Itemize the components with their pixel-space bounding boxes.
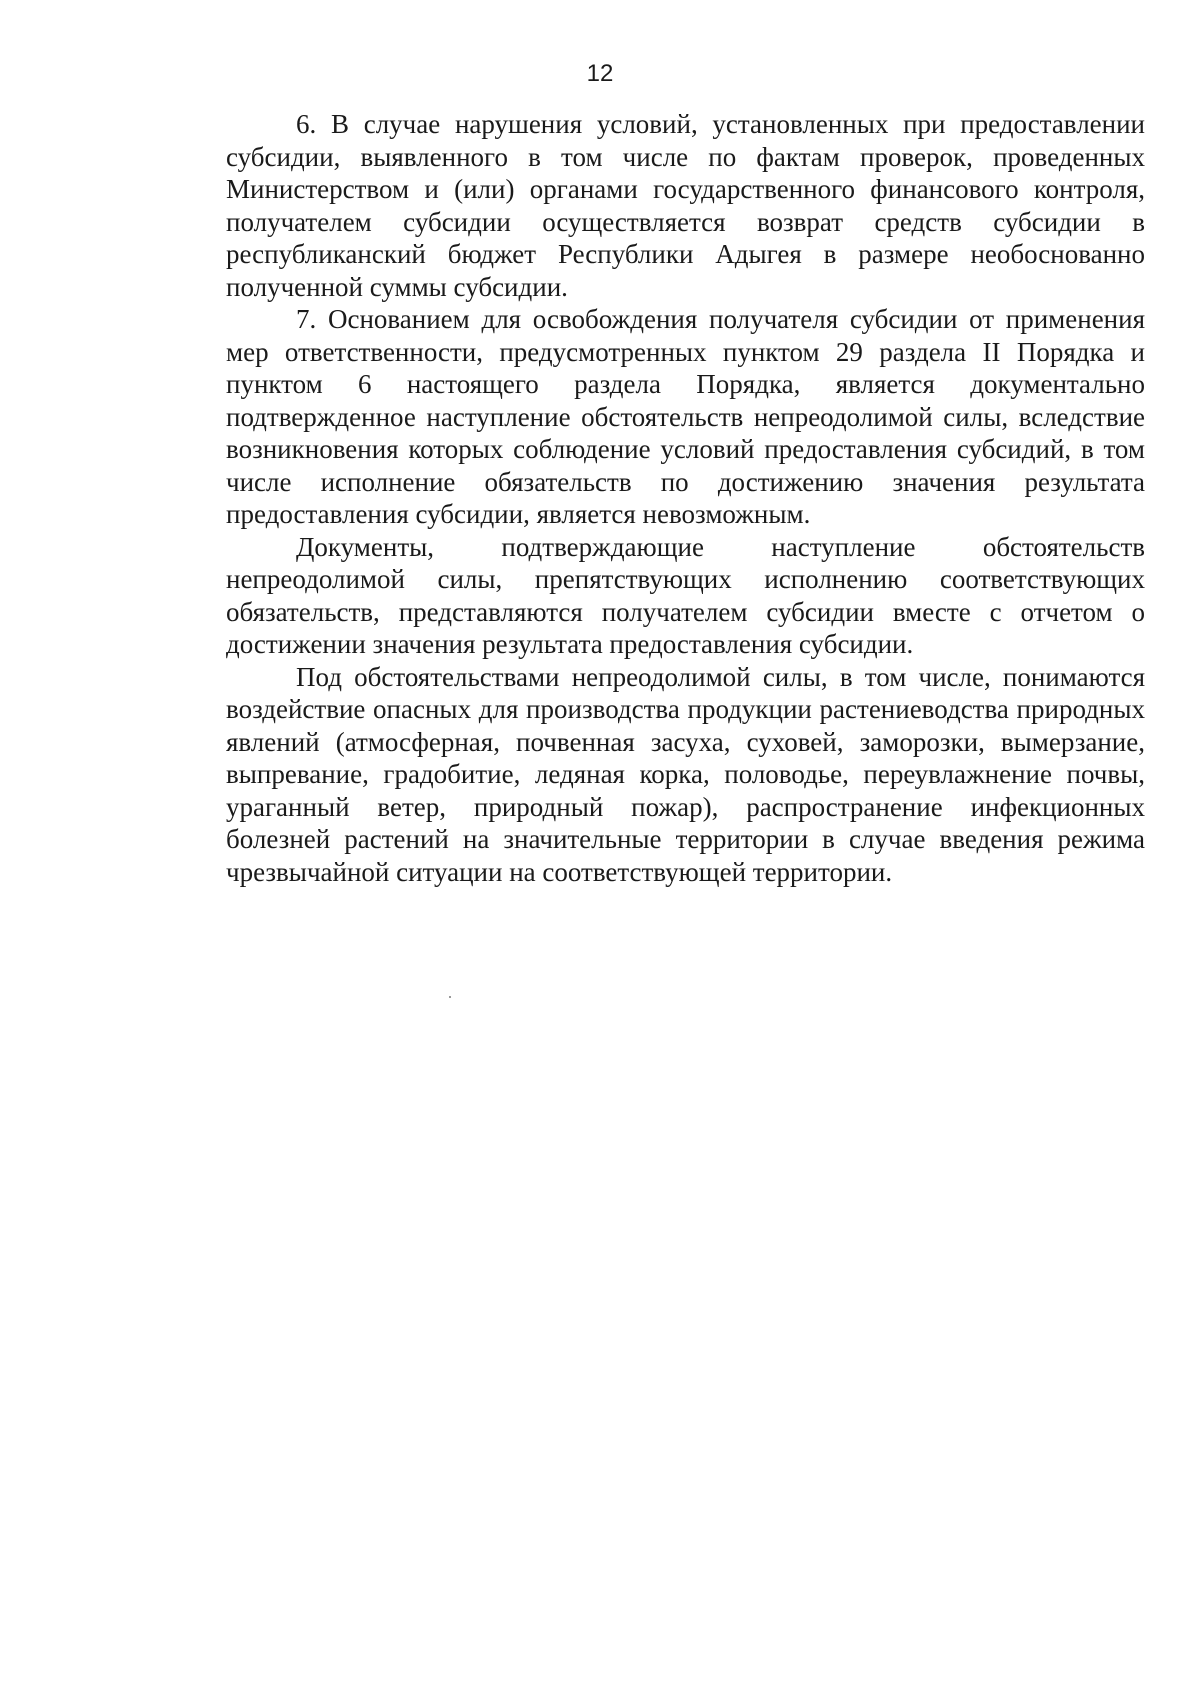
- paragraph-force-majeure: Под обстоятельствами непреодолимой силы, в том числе, понимаются воздействие опасных для производства продукции растениеводства природных явлений (атмосферная, почвенная засуха, суховей, заморозки, вымерзание, выпревание, градобитие, ледяная корка, половодье, переувлажнение почвы, ураганный ветер, природный пожар), распространение инфекционных болезней растений на значительные территории в случае введения режима чрезвычайной ситуации на соответствующей территории.: [226, 661, 1145, 887]
- paragraph-clause-6: 6. В случае нарушения условий, установленных при предоставлении субсидии, выявленного в том числе по фактам проверок, проведенных Министерством и (или) органами государственного финансового контроля, получателем субсидии осуществляется возврат средств субсидии в республиканский бюджет Республики Адыгея в размере необоснованно полученной суммы субсидии.: [226, 109, 1145, 302]
- page-number: 12: [586, 60, 614, 87]
- paragraph-documents: Документы, подтверждающие наступление обстоятельств непреодолимой силы, препятствующих исполнению соответствующих обязательств, представляются получателем субсидии вместе с отчетом о достижении значения результата предоставления субсидии.: [226, 531, 1145, 659]
- scan-speck: [449, 996, 451, 998]
- document-body: [226, 108, 1145, 888]
- paragraph-clause-7: 7. Основанием для освобождения получателя субсидии от применения мер ответственности, предусмотренных пунктом 29 раздела II Порядка и пунктом 6 настоящего раздела Порядка, является документально подтвержденное наступление обстоятельств непреодолимой силы, вследствие возникновения которых соблюдение условий предоставления субсидий, в том числе исполнение обязательств по достижению значения результата предоставления субсидии, является невозможным.: [226, 304, 1145, 529]
